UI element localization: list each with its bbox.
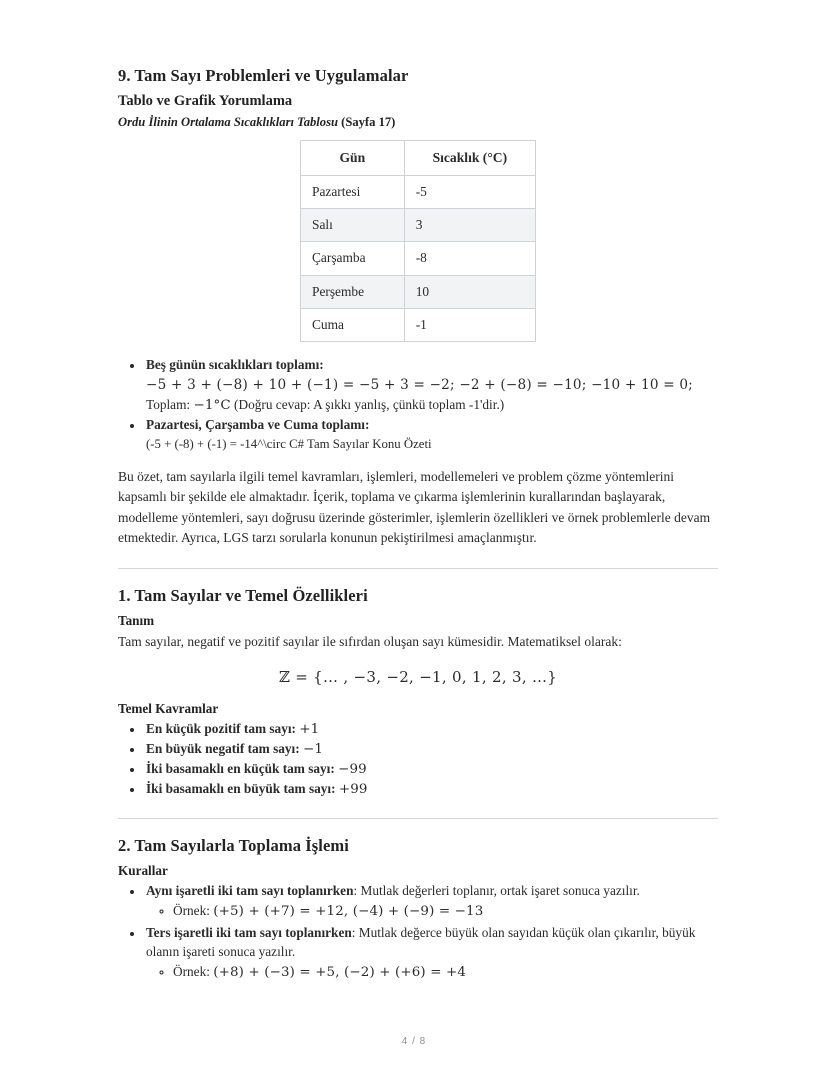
- table-cell-temperature: -5: [404, 176, 535, 209]
- list-item: [173, 963, 718, 983]
- table-row: [301, 242, 536, 275]
- list-item: [144, 356, 718, 415]
- definition-text: Tam sayılar, negatif ve pozitif sayılar ile sıfırdan oluşan sayı kümesidir. Matematiksel olarak:: [118, 633, 622, 649]
- table-cell-day: Salı: [301, 209, 405, 242]
- concepts-list: [118, 720, 718, 799]
- table-row: [301, 209, 536, 242]
- list-item: [144, 720, 718, 739]
- result-prefix: Toplam:: [146, 396, 194, 412]
- table-caption-page-ref: (Sayfa 17): [337, 115, 396, 129]
- rules-label: Kurallar: [118, 863, 168, 879]
- table-row: [301, 176, 536, 209]
- concept-label: İki basamaklı en büyük tam sayı:: [146, 781, 336, 797]
- table-cell-day: Cuma: [301, 308, 405, 341]
- section-9-bullet-list: [118, 356, 718, 454]
- page-footer: 4 / 8: [401, 1036, 427, 1047]
- list-item: [144, 760, 718, 779]
- table-cell-temperature: -8: [404, 242, 535, 275]
- example-math: (+8) + (−3) = +5, (−2) + (+6) = +4: [213, 964, 467, 980]
- bullet-label: Beş günün sıcaklıkları toplamı:: [146, 356, 324, 372]
- table-cell-temperature: 10: [404, 275, 535, 308]
- rule-description: : Mutlak değerce büyük olan sayıdan küçük olan çıkarılır, büyük olanın işareti sonuca yazılır.: [146, 925, 696, 959]
- example-math: (+5) + (+7) = +12, (−4) + (−9) = −13: [213, 904, 484, 920]
- rule-term: Aynı işaretli iki tam sayı toplanırken: [146, 883, 354, 899]
- table-cell-day: Pazartesi: [301, 176, 405, 209]
- example-label: Örnek:: [173, 903, 214, 919]
- table-cell-day: Çarşamba: [301, 242, 405, 275]
- concept-value: +99: [338, 782, 368, 798]
- rules-list: [118, 882, 718, 982]
- concept-label: En küçük pozitif tam sayı:: [146, 721, 296, 737]
- list-item: [144, 780, 718, 799]
- list-item: [144, 740, 718, 759]
- table-row: [301, 275, 536, 308]
- result-suffix: (Doğru cevap: A şıkkı yanlış, çünkü toplam -1'dir.): [230, 396, 505, 412]
- table-cell-temperature: 3: [404, 209, 535, 242]
- concept-value: −1: [303, 742, 324, 758]
- table-header-temperature: Sıcaklık (°C): [404, 141, 535, 176]
- list-item: [144, 882, 718, 922]
- list-item: [173, 902, 718, 922]
- bullet-raw-latex-line: (-5 + (-8) + (-1) = -14^\circ C# Tam Sayılar Konu Özeti: [146, 436, 432, 451]
- table-cell-day: Perşembe: [301, 275, 405, 308]
- rule-term: Ters işaretli iki tam sayı toplanırken: [146, 925, 352, 941]
- table-cell-temperature: -1: [404, 308, 535, 341]
- concept-label: İki basamaklı en küçük tam sayı:: [146, 761, 335, 777]
- section-divider: [118, 818, 718, 819]
- rule-examples-list: [146, 963, 718, 983]
- temperature-table-wrapper: [118, 140, 718, 342]
- list-item: [144, 924, 718, 983]
- concept-value: −99: [338, 762, 367, 778]
- section-9-heading: 9. Tam Sayı Problemleri ve Uygulamalar: [118, 66, 409, 85]
- bullet-result-line: [146, 396, 718, 415]
- table-header-row: [301, 141, 536, 176]
- concepts-label: Temel Kavramlar: [118, 701, 219, 717]
- rule-description: : Mutlak değerleri toplanır, ortak işaret sonuca yazılır.: [353, 883, 640, 899]
- integers-set-display-math: ℤ = {… , −3, −2, −1, 0, 1, 2, 3, …}: [278, 668, 558, 687]
- result-math: −1°C: [193, 397, 231, 413]
- table-caption: [118, 115, 718, 130]
- section-1-heading: 1. Tam Sayılar ve Temel Özellikleri: [118, 585, 368, 605]
- bullet-math-line: −5 + 3 + (−8) + 10 + (−1) = −5 + 3 = −2; −2 + (−8) = −10; −10 + 10 = 0;: [146, 376, 693, 393]
- summary-paragraph: Bu özet, tam sayılarla ilgili temel kavramları, işlemleri, modellemeleri ve problem çözme yöntemlerini kapsamlı bir şekilde ele almaktadır. İçerik, toplama ve çıkarma işlemlerinin kurallarından başlayarak, modelleme yöntemleri, sayı doğrusu üzerinde gösterimler, işlemlerin özellikleri ve örnek problemlerle devam etmektedir. Ayrıca, LGS tarzı sorularla konunun pekiştirilmesi amaçlanmıştır.: [118, 468, 711, 546]
- section-2-heading: 2. Tam Sayılarla Toplama İşlemi: [118, 836, 349, 856]
- rule-examples-list: [146, 902, 718, 922]
- page-content: [118, 66, 718, 983]
- list-item: [144, 416, 718, 454]
- bullet-label: Pazartesi, Çarşamba ve Cuma toplamı:: [146, 416, 370, 432]
- concept-label: En büyük negatif tam sayı:: [146, 741, 300, 757]
- concept-value: +1: [299, 722, 320, 738]
- section-9-subheading: Tablo ve Grafik Yorumlama: [118, 93, 293, 109]
- section-divider: [118, 568, 718, 569]
- definition-label: Tanım: [118, 612, 155, 628]
- temperature-table: [300, 140, 536, 342]
- table-header-day: Gün: [301, 141, 405, 176]
- example-label: Örnek:: [173, 963, 214, 979]
- table-caption-italic: Ordu İlinin Ortalama Sıcaklıkları Tablosu: [118, 115, 338, 129]
- table-row: [301, 308, 536, 341]
